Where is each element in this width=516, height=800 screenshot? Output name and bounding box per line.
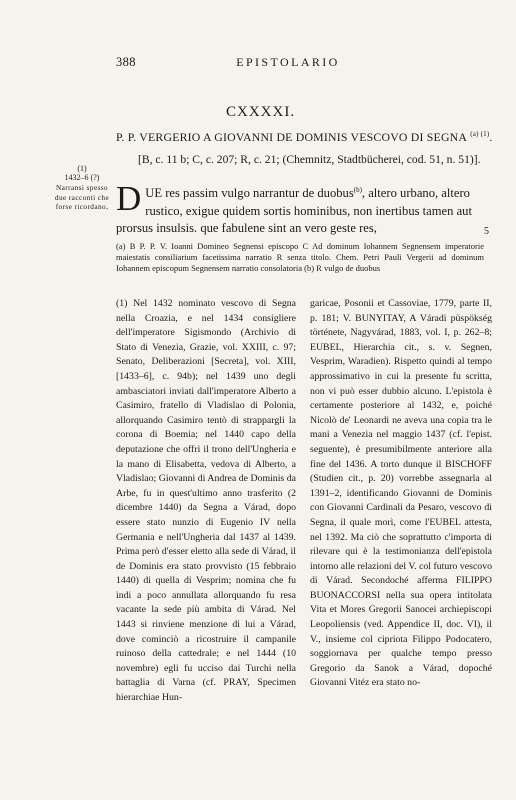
footnote-left-text: (1) Nel 1432 nominato vescovo di Segna nella Croazia, e nel 1434 consigliere dell'imperatore Sigismondo (Archivio di Stato di Venezia, Grazie, vol. XXIII, c. 97; Senato, Deliberazioni [Secreta], vol. XIII, [1433–6], c. 94b); nel 1439 uno degli ambasciatori inviati dall'imperatore Alberto a Casimiro, fratello di Vladislao di Polonia, allorquando Casimiro tentò di strappargli la corona di Boemia; nel 1440 capo della deputazione che offrì il trono dell'Ungheria e la mano di Elisabetta, vedova di Alberto, a Vladislao; Giovanni di Andrea de Dominis da Arbe, fu in quest'ultimo anno trasferito (2 dicembre 1440) da Segna a Várad, dopo essere stato nunzio di Eugenio IV nella Germania e nell'Ungheria dal 1437 al 1439. Prima però d'esser eletto alla sede di Várad, il de Dominis era stato provvisto (15 febbraio 1440) di quella di Vesprim; nomina che fu indi a poco annullata allorquando fu resa vacante la sede più ambita di Várad. Nel 1443 si rinviene menzione di lui a Várad, dove cominciò a ricostruire il campanile ruinoso della cattedrale; e nel 1444 (10 novembre) egli fu ucciso dai Turchi nella battaglia di Varna (cf. PRAY, Specimen hierarchiae Hun- xyxy=(116,298,296,704)
body-text-1: res passim vulgo narrantur de duobus xyxy=(162,186,354,201)
title-prefix: P. P. V xyxy=(116,130,149,144)
letter-title xyxy=(116,130,493,145)
letter-body xyxy=(116,179,478,238)
footnote-right-column xyxy=(310,297,492,691)
running-title: EPISTOLARIO xyxy=(236,55,340,69)
margin-text: Narransi spesso due racconti che forse ricordano, xyxy=(54,183,110,211)
letter-number: CXXXXI. xyxy=(226,104,296,120)
critical-apparatus: (a) B P. P. V. Ioanni Domineo Segnensi episcopo C Ad dominum Iohannem Segnensem imperatorie maiestatis consiliarium facetissima narratio R senza titolo. Chem. Petri Pauli Vergerii ad dominum Iohannem episcopum Segnensem narratio consolatoria (b) R vulgo de duobus xyxy=(116,241,484,274)
body-text-2: , altero urbano, altero rustico, exigue quidem sortis hominibus, non inertibus tamen aut prorsus insulsis. que fabulene sint an vero geste res, xyxy=(116,186,472,236)
footnote-right-text: garicae, Posonii et Cassoviae, 1779, parte II, p. 181; V. BUNYITAY, A Váradi püspökség története, Nagyvárad, 1883, vol. I, p. 262–8; EUBEL, Hierarchia cit., s. v. Segnen, Vesprim, Waradien). Rispetto quindi al tempo approssimativo in cui la presente fu scritta, non vi può esser dubbio alcuno. L'epistola è certamente posteriore al 1432, e, poiché Nicolò de' Leonardi ne aveva una copia tra le mani a Venezia nel maggio 1437 (cf. l'epist. seguente), è presumibilmente anteriore alla fine del 1436. A torto dunque il BISCHOFF (Studien cit., p. 20) vorrebbe assegnarla al 1391–2, identificando Giovanni de Dominis con Giovanni Cardinali da Pesaro, vescovo di Segna, il quale morì, come l'EUBEL attesta, nel 1392. Ma ciò che soprattutto c'importa di rilevare qui è la testimonianza dell'epistola intorno alle relazioni del V. col futuro vescovo di Várad. Secondoché afferma FILIPPO BUONACCORSI nella sua opera intitolata Vita et Mores Gregorii Sanocei archiepiscopi Leopoliensis (ved. Appendice II, doc. VI), il V., insieme col cipriota Filippo Podocatero, soggiornava per qualche tempo presso Gregorio da Sanok a Várad, dopoché Giovanni Vitéz era stato no- xyxy=(310,298,492,689)
body-footnote-mark: (b) xyxy=(353,186,362,194)
page-number: 388 xyxy=(116,55,136,69)
title-end: . xyxy=(489,130,493,144)
title-footnote-marks: (a) (1) xyxy=(470,130,490,139)
line-number: 5 xyxy=(484,226,489,237)
drop-cap: D xyxy=(116,179,142,218)
title-smallcaps: ERGERIO A GIOVANNI DE DOMINIS VESCOVO DI SEGNA xyxy=(148,130,468,144)
manuscript-sources: [B, c. 11 b; C, c. 207; R, c. 21; (Chemnitz, Stadtbücherei, cod. 51, n. 51)]. xyxy=(138,153,481,166)
footnote-left-column xyxy=(116,297,296,706)
margin-date: 1432–6 (?) xyxy=(64,173,100,183)
margin-note xyxy=(54,164,110,211)
first-word-rest: UE xyxy=(145,186,163,201)
margin-index: (1) xyxy=(77,164,87,173)
